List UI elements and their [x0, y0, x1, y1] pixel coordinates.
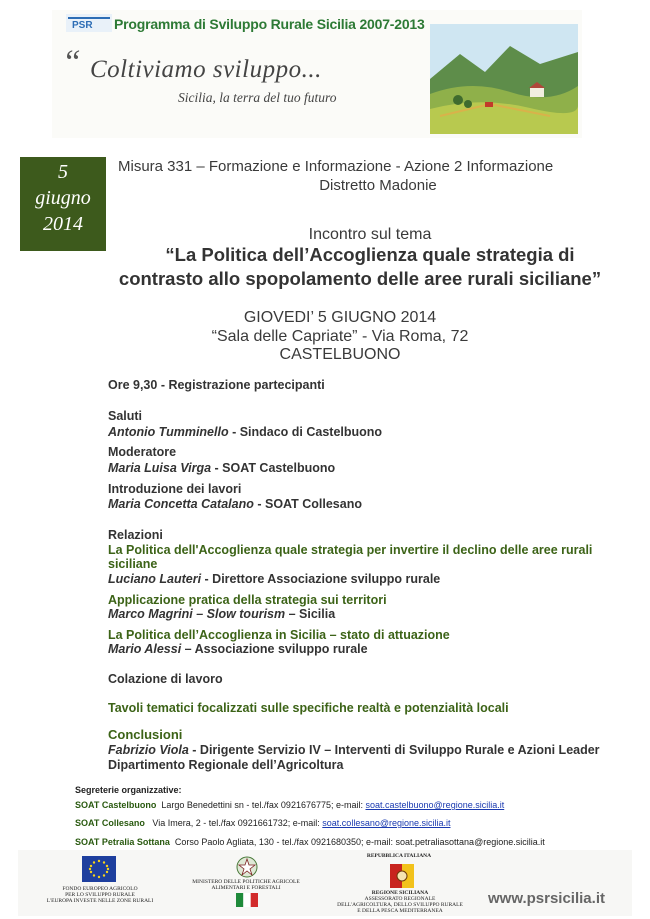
soat-castelbuono-contact: SOAT Castelbuono Largo Benedettini sn - tel./fax 0921676775; e-mail: soat.castelbuono@regione.sicilia.it [75, 800, 505, 810]
intro-label: Introduzione dei lavori [108, 482, 242, 496]
relazione1-title-b: siciliane [108, 557, 158, 571]
relazione2-title: Applicazione pratica della strategia sui territori [108, 593, 387, 607]
relazione1-title-a: La Politica dell'Accoglienza quale strategia per invertire il declino delle aree rurali [108, 543, 593, 557]
event-title-line1: “La Politica dell’Accoglienza quale strategia di [165, 244, 575, 265]
italian-flag-icon [236, 893, 258, 907]
regione-caption: REGIONE SICILIANA ASSESSORATO REGIONALE DELL'AGRICOLTURA, DELLO SVILUPPO RURALE E DELLA PESCA MEDITERRANEA [337, 890, 463, 914]
date-month: giugno [35, 187, 91, 209]
saluti-speaker: Antonio Tumminello - Sindaco di Castelbuono [108, 425, 383, 439]
svg-text:PSR: PSR [72, 20, 93, 31]
soat-collesano-contact: SOAT Collesano Via Imera, 2 - tel./fax 0921661732; e-mail: soat.collesano@regione.sicilia.it [75, 818, 451, 828]
slogan: Coltiviamo sviluppo... [90, 56, 322, 83]
segreterie-label: Segreterie organizzative: [75, 785, 182, 795]
psrsicilia-website-link[interactable]: www.psrsicilia.it [488, 890, 605, 907]
colazione-line: Colazione di lavoro [108, 672, 223, 686]
program-title: Programma di Sviluppo Rurale Sicilia 2007-2013 [114, 16, 425, 32]
saluti-label: Saluti [108, 409, 143, 423]
italian-emblem-icon [236, 856, 258, 878]
date-year: 2014 [43, 213, 83, 235]
event-title-line2: contrasto allo spopolamento delle aree rurali siciliane” [118, 268, 602, 289]
date-day: 5 [58, 161, 68, 183]
sicilia-emblem-icon [390, 864, 414, 888]
misura-line: Misura 331 – Formazione e Informazione - Azione 2 Informazione [118, 158, 554, 175]
conclusioni-dept: Dipartimento Regionale dell’Agricoltura [108, 758, 344, 772]
relazione3-speaker: Mario Alessi – Associazione sviluppo rurale [108, 642, 368, 656]
incontro-line: Incontro sul tema [308, 226, 432, 243]
tavoli-line: Tavoli tematici focalizzati sulle specifiche realtà e potenzialità locali [108, 701, 509, 715]
moderatore-label: Moderatore [108, 445, 177, 459]
relazione1-speaker: Luciano Lauteri - Direttore Associazione sviluppo rurale [108, 572, 441, 586]
registration-line: Ore 9,30 - Registrazione partecipanti [108, 378, 325, 392]
event-date: GIOVEDI’ 5 GIUGNO 2014 [243, 309, 437, 326]
soat-collesano-email[interactable]: soat.collesano@regione.sicilia.it [322, 818, 451, 828]
eu-caption: FONDO EUROPEO AGRICOLO PER LO SVILUPPO RURALE L'EUROPA INVESTE NELLE ZONE RURALI [46, 886, 154, 904]
event-city: CASTELBUONO [279, 346, 401, 363]
moderatore-speaker: Maria Luisa Virga - SOAT Castelbuono [108, 461, 336, 475]
ministero-caption: MINISTERO DELLE POLITICHE AGRICOLE ALIMENTARI E FORESTALI [192, 879, 300, 891]
repubblica-caption: REPUBBLICA ITALIANA [366, 853, 432, 859]
event-venue: “Sala delle Capriate” - Via Roma, 72 [211, 328, 469, 345]
conclusioni-speaker: Fabrizio Viola - Dirigente Servizio IV – Interventi di Sviluppo Rurale e Azioni Leader [108, 743, 600, 757]
relazione3-title: La Politica dell’Accoglienza in Sicilia – stato di attuazione [108, 628, 450, 642]
conclusioni-label: Conclusioni [108, 727, 183, 742]
eu-flag-icon [82, 856, 116, 882]
soat-petralia-contact: SOAT Petralia Sottana Corso Paolo Agliata, 130 - tel./fax 0921680350; e-mail: soat.petraliasottana@regione.sicilia.it [75, 837, 545, 847]
intro-speaker: Maria Concetta Catalano - SOAT Collesano [108, 497, 362, 511]
slogan-subtitle: Sicilia, la terra del tuo futuro [178, 90, 337, 105]
relazioni-label: Relazioni [108, 528, 163, 542]
quote-mark: “ [62, 44, 81, 81]
psr-logo-icon [66, 14, 112, 32]
landscape-illustration [430, 24, 578, 134]
distretto-line: Distretto Madonie [319, 177, 437, 194]
soat-castelbuono-email[interactable]: soat.castelbuono@regione.sicilia.it [365, 800, 505, 810]
relazione2-speaker: Marco Magrini – Slow tourism – Sicilia [108, 607, 336, 621]
